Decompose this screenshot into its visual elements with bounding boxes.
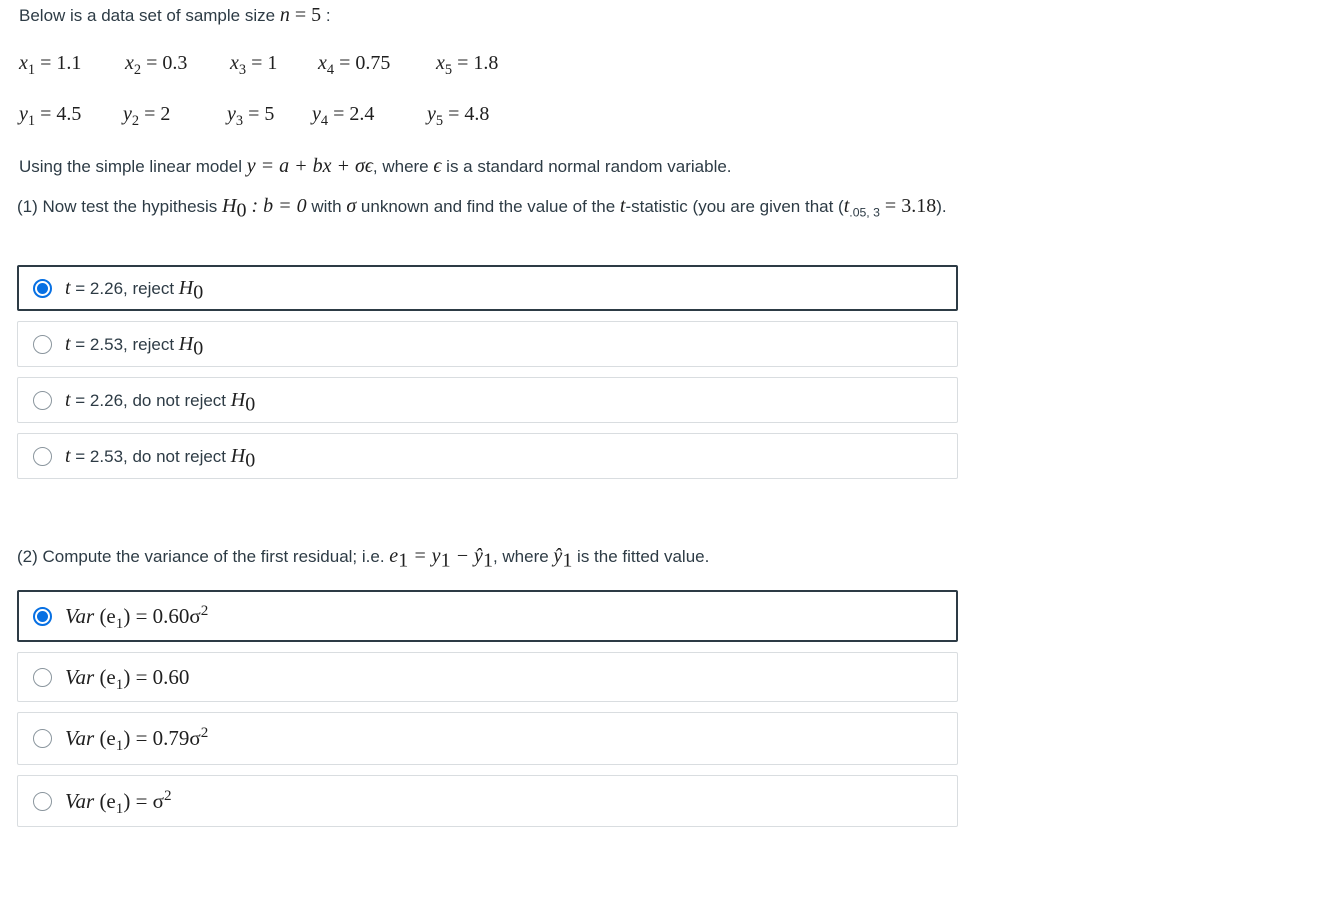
radio-icon[interactable] (33, 668, 52, 687)
q1-option-3-label: t = 2.26, do not reject $H_0$ (65, 388, 256, 415)
q2-option-4[interactable] (17, 775, 958, 827)
radio-icon[interactable] (33, 792, 52, 811)
x2-value: $x_2 = 0.3$ (125, 52, 188, 78)
radio-selected-icon[interactable] (33, 607, 52, 626)
q1-option-1-label: t = 2.26, reject $H_0$ (65, 276, 204, 303)
intro-text: Below is a data set of sample size n = 5 : (19, 4, 331, 26)
y1-value: $y_1 = 4.5$ (19, 103, 82, 129)
radio-selected-icon[interactable] (33, 279, 52, 298)
radio-icon[interactable] (33, 391, 52, 410)
x5-value: $x_5 = 1.8$ (436, 52, 499, 78)
q1-option-4[interactable] (17, 433, 958, 479)
y2-value: $y_2 = 2$ (123, 103, 171, 129)
q1-option-2-label: t = 2.53, reject $H_0$ (65, 332, 204, 359)
q2-option-2[interactable] (17, 652, 958, 702)
y4-value: $y_4 = 2.4$ (312, 103, 375, 129)
x4-value: $x_4 = 0.75$ (318, 52, 391, 78)
question-2: (2) Compute the variance of the first residual; i.e. $e_1 = y_1$ − $ŷ_1$, where $ŷ_1$ is the fitted value. (17, 545, 710, 572)
q1-option-1[interactable] (17, 265, 958, 311)
n-variable: n (279, 4, 290, 26)
q2-option-4-label: Var $(e_1) = \sigma^2$ (65, 787, 172, 817)
q1-option-2[interactable] (17, 321, 958, 367)
q2-option-1-label: Var $(e_1) = 0.60\sigma^2$ (65, 602, 209, 632)
y5-value: $y_5 = 4.8$ (427, 103, 490, 129)
n-equals: = 5 (289, 4, 322, 26)
q2-option-3-label: Var $(e_1) = 0.79\sigma^2$ (65, 725, 209, 755)
model-description: Using the simple linear model y = a + bx + σϵ, where ϵ is a standard normal random variable. (19, 155, 732, 177)
radio-icon[interactable] (33, 447, 52, 466)
model-equation: y = a + bx + σϵ (246, 155, 373, 177)
q1-option-4-label: t = 2.53, do not reject $H_0$ (65, 444, 256, 471)
x3-value: $x_3 = 1$ (230, 52, 278, 78)
q2-option-2-label: Var $(e_1) = 0.60$ (65, 664, 190, 693)
question-1: (1) Now test the hypithesis $H_0$ : b = 0 with σ unknown and find the value of the t-statistic (you are given that $(t_{.05, 3} = 3.18)$. (17, 195, 947, 222)
q2-option-3[interactable] (17, 712, 958, 765)
epsilon-symbol: ϵ (433, 155, 442, 177)
y3-value: $y_3 = 5$ (227, 103, 275, 129)
radio-icon[interactable] (33, 729, 52, 748)
x1-value: $x_1 = 1.1$ (19, 52, 82, 78)
q1-option-3[interactable] (17, 377, 958, 423)
radio-icon[interactable] (33, 335, 52, 354)
q2-option-1[interactable] (17, 590, 958, 642)
